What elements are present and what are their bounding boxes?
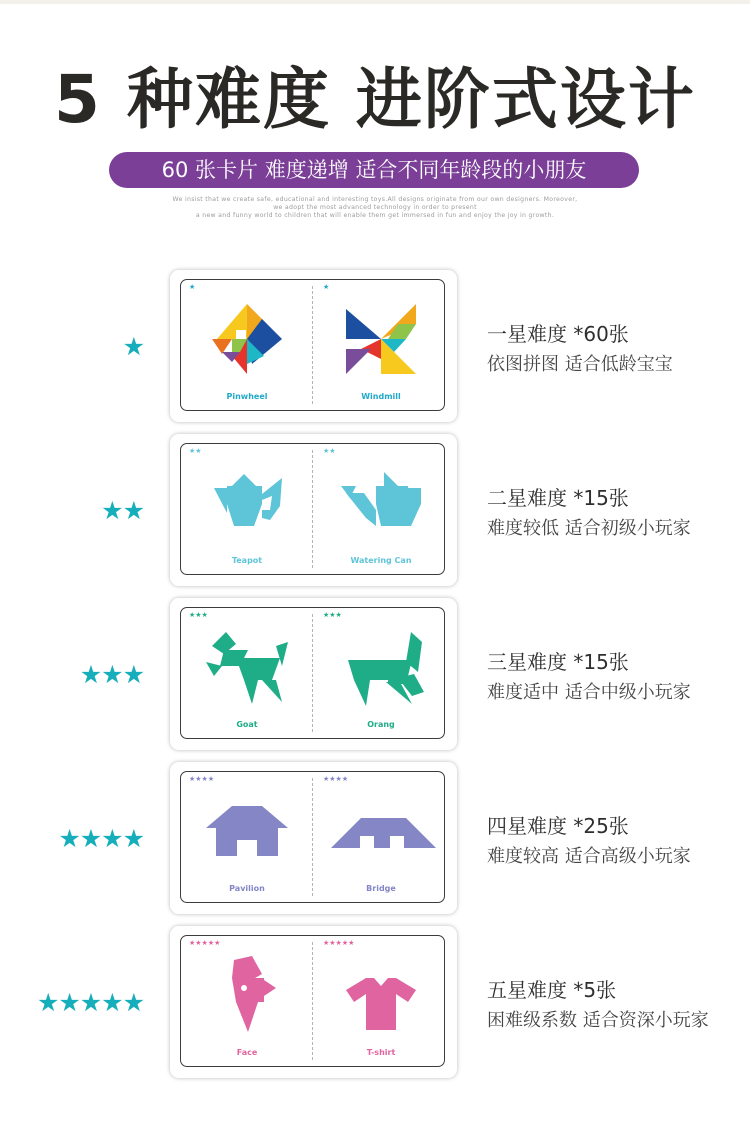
goat-tangram-icon (192, 622, 302, 712)
puzzle-name-right: Orang (367, 720, 395, 729)
level-stars: ★★★ (79, 660, 144, 689)
windmill-tangram-icon (326, 294, 436, 384)
tagline-line-1: We insist that we create safe, educational and interesting toys.All designs originate from our own designers. Moreover, (172, 196, 578, 203)
top-strip (0, 0, 750, 4)
card-stars-left: ★★ (189, 447, 202, 455)
card-stars-left: ★ (189, 283, 196, 291)
card-frame (180, 607, 445, 739)
page-title: 5 种难度 进阶式设计 (54, 61, 696, 138)
card-stars-right: ★★★★ (323, 775, 349, 783)
level-stars: ★★★★ (58, 824, 144, 853)
bridge-tangram-icon (326, 786, 436, 876)
level-description: 难度较低 适合初级小玩家 (487, 518, 691, 539)
level-stars: ★ (122, 332, 144, 361)
puzzle-name-right: Bridge (366, 884, 396, 893)
puzzle-name-left: Face (236, 1048, 258, 1057)
level-description: 难度适中 适合中级小玩家 (487, 682, 691, 703)
level-4 (0, 762, 750, 917)
card-divider (312, 450, 313, 568)
level-1 (0, 270, 750, 425)
puzzle-name-left: Goat (236, 720, 258, 729)
level-5 (0, 926, 750, 1081)
card-divider (312, 942, 313, 1060)
tagline-line-3: a new and funny world to children that will enable them get immersed in fun and enjoy the joy in growth. (195, 212, 555, 219)
puzzle-name-right: Watering Can (350, 556, 412, 565)
puzzle-name-left: Teapot (231, 556, 263, 565)
card-frame (180, 279, 445, 411)
level-stars: ★★ (101, 496, 144, 525)
card-stars-left: ★★★★★ (189, 939, 221, 947)
card-frame (180, 771, 445, 903)
orang-tangram-icon (326, 622, 436, 712)
card-stars-right: ★ (323, 283, 330, 291)
puzzle-card (170, 926, 457, 1078)
puzzle-card (170, 762, 457, 914)
level-title: 二星难度 *15张 (487, 486, 629, 510)
card-frame (180, 935, 445, 1067)
card-stars-left: ★★★★ (189, 775, 215, 783)
level-description: 难度较高 适合高级小玩家 (487, 846, 691, 867)
card-stars-right: ★★★★★ (323, 939, 355, 947)
level-description: 依图拼图 适合低龄宝宝 (487, 354, 673, 375)
level-2 (0, 434, 750, 589)
face-tangram-icon (192, 950, 302, 1040)
level-3 (0, 598, 750, 753)
brand-tagline (100, 196, 650, 220)
pinwheel-tangram-icon (192, 294, 302, 384)
subtitle-banner: 60 张卡片 难度递增 适合不同年龄段的小朋友 (109, 152, 639, 188)
puzzle-name-left: Pavilion (229, 884, 265, 893)
puzzle-name-right: T-shirt (366, 1048, 396, 1057)
pavilion-tangram-icon (192, 786, 302, 876)
card-divider (312, 286, 313, 404)
level-title: 一星难度 *60张 (487, 322, 629, 346)
card-stars-right: ★★★ (323, 611, 342, 619)
tshirt-tangram-icon (326, 950, 436, 1040)
puzzle-card (170, 434, 457, 586)
watering-can-tangram-icon (326, 458, 436, 548)
puzzle-card (170, 598, 457, 750)
tagline-line-2: we adopt the most advanced technology in order to present (273, 204, 477, 211)
puzzle-name-left: Pinwheel (226, 392, 268, 401)
level-title: 五星难度 *5张 (487, 978, 617, 1002)
level-title: 四星难度 *25张 (487, 814, 629, 838)
card-stars-right: ★★ (323, 447, 336, 455)
teapot-tangram-icon (192, 458, 302, 548)
card-divider (312, 614, 313, 732)
level-stars: ★★★★★ (36, 988, 144, 1017)
puzzle-card (170, 270, 457, 422)
card-frame (180, 443, 445, 575)
card-divider (312, 778, 313, 896)
puzzle-name-right: Windmill (361, 392, 401, 401)
level-title: 三星难度 *15张 (487, 650, 629, 674)
card-stars-left: ★★★ (189, 611, 208, 619)
level-description: 困难级系数 适合资深小玩家 (487, 1010, 709, 1031)
